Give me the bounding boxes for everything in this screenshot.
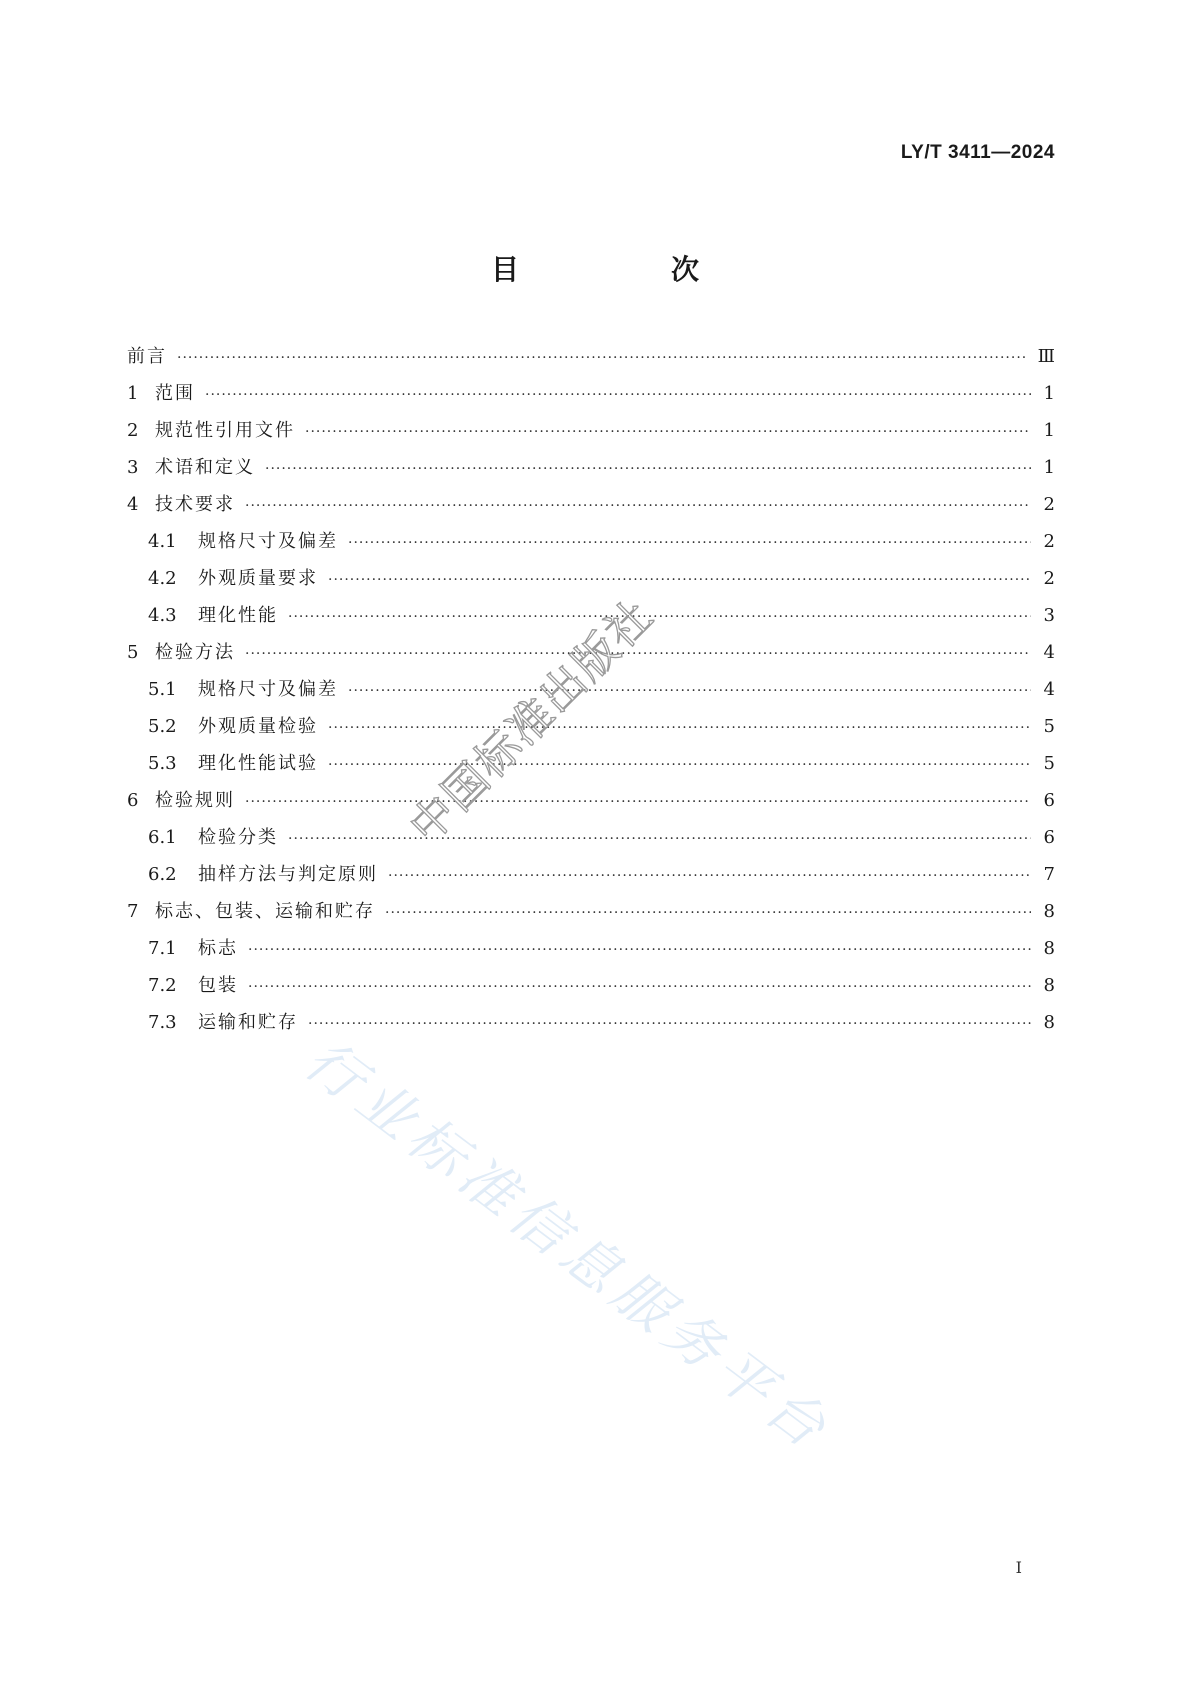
toc-entry-label: 外观质量要求 [198, 568, 318, 589]
toc-entry-number: 7.3 [148, 1012, 177, 1033]
toc-entry-page: 4 [1043, 679, 1055, 700]
toc-entry-number: 4 [127, 494, 139, 515]
toc-entry-label: 技术要求 [155, 494, 235, 515]
toc-entry-number: 5 [127, 642, 139, 663]
toc-entry[interactable] [127, 453, 1055, 490]
toc-entry[interactable] [127, 379, 1055, 416]
toc-entry-page: 1 [1043, 457, 1055, 478]
toc-entry-page: 3 [1043, 605, 1055, 626]
toc-entry-number: 6 [127, 790, 139, 811]
toc-entry-page: 6 [1043, 827, 1055, 848]
toc-entry[interactable] [127, 675, 1055, 712]
toc-entry-label: 检验方法 [155, 642, 235, 663]
toc-entry-label: 运输和贮存 [198, 1012, 298, 1033]
toc-entry-number: 4.1 [148, 531, 177, 552]
toc-entry-page: 2 [1043, 531, 1055, 552]
toc-entry[interactable] [127, 490, 1055, 527]
platform-watermark: 行业标准信息服务平台 [292, 1027, 843, 1465]
toc-entry-page: 5 [1043, 716, 1055, 737]
toc-entry[interactable] [127, 1008, 1055, 1045]
page-number: I [1015, 1558, 1022, 1577]
toc-entry-label: 外观质量检验 [198, 716, 318, 737]
toc-entry[interactable] [127, 601, 1055, 638]
toc-leader-dots [305, 424, 1031, 440]
toc-leader-dots [245, 794, 1031, 810]
toc-leader-dots [288, 609, 1031, 625]
toc-entry[interactable] [127, 749, 1055, 786]
toc-entry-label: 规格尺寸及偏差 [198, 531, 338, 552]
toc-entry-page: 1 [1043, 383, 1055, 404]
toc-entry-number: 5.1 [148, 679, 177, 700]
toc-entry[interactable] [127, 638, 1055, 675]
toc-entry-number: 7.2 [148, 975, 177, 996]
toc-leader-dots [245, 498, 1031, 514]
toc-leader-dots [265, 461, 1031, 477]
toc-leader-dots [388, 868, 1031, 884]
toc-entry-page: Ⅲ [1037, 346, 1055, 367]
toc-entry-page: 6 [1043, 790, 1055, 811]
toc-entry-label: 检验分类 [198, 827, 278, 848]
toc-entry-label: 前言 [127, 346, 167, 367]
toc-entry-number: 7 [127, 901, 139, 922]
toc-entry-label: 检验规则 [155, 790, 235, 811]
publisher-watermark: 中国标准出版社 [400, 589, 664, 854]
toc-entry[interactable] [127, 971, 1055, 1008]
toc-leader-dots [288, 831, 1031, 847]
toc-entry-label: 规格尺寸及偏差 [198, 679, 338, 700]
toc-entry-page: 5 [1043, 753, 1055, 774]
toc-leader-dots [328, 757, 1031, 773]
toc-entry-label: 标志、包装、运输和贮存 [155, 901, 375, 922]
toc-entry[interactable] [127, 527, 1055, 564]
toc-entry-number: 3 [127, 457, 139, 478]
toc-entry-label: 范围 [155, 383, 195, 404]
standard-code: LY/T 3411—2024 [900, 142, 1055, 163]
toc-entry[interactable] [127, 786, 1055, 823]
toc-entry-page: 8 [1043, 901, 1055, 922]
toc-leader-dots [328, 720, 1031, 736]
toc-leader-dots [248, 942, 1031, 958]
toc-entry-number: 4.2 [148, 568, 177, 589]
toc-entry-page: 8 [1043, 938, 1055, 959]
toc-entry[interactable] [127, 860, 1055, 897]
toc-leader-dots [177, 350, 1028, 366]
toc-entry-label: 理化性能试验 [198, 753, 318, 774]
toc-entry-page: 2 [1043, 568, 1055, 589]
toc-entry-label: 术语和定义 [155, 457, 255, 478]
table-of-contents [127, 342, 1055, 1045]
toc-entry-page: 8 [1043, 975, 1055, 996]
toc-entry-label: 规范性引用文件 [155, 420, 295, 441]
toc-entry[interactable] [127, 934, 1055, 971]
toc-leader-dots [308, 1016, 1031, 1032]
toc-entry-number: 2 [127, 420, 139, 441]
toc-entry-number: 4.3 [148, 605, 177, 626]
toc-entry-number: 7.1 [148, 938, 177, 959]
toc-entry[interactable] [127, 416, 1055, 453]
toc-entry-number: 6.2 [148, 864, 177, 885]
toc-entry-number: 6.1 [148, 827, 177, 848]
toc-leader-dots [348, 535, 1031, 551]
toc-leader-dots [245, 646, 1031, 662]
toc-entry-page: 7 [1043, 864, 1055, 885]
toc-entry-label: 标志 [198, 938, 238, 959]
toc-entry[interactable] [127, 897, 1055, 934]
toc-entry-page: 2 [1043, 494, 1055, 515]
toc-entry-label: 抽样方法与判定原则 [198, 864, 378, 885]
toc-leader-dots [328, 572, 1031, 588]
toc-entry[interactable] [127, 712, 1055, 749]
toc-entry-number: 5.2 [148, 716, 177, 737]
toc-leader-dots [385, 905, 1031, 921]
toc-entry-label: 包装 [198, 975, 238, 996]
toc-leader-dots [205, 387, 1031, 403]
toc-entry[interactable] [127, 342, 1055, 379]
toc-leader-dots [248, 979, 1031, 995]
toc-entry-label: 理化性能 [198, 605, 278, 626]
toc-entry-number: 1 [127, 383, 139, 404]
toc-entry-page: 1 [1043, 420, 1055, 441]
toc-entry[interactable] [127, 823, 1055, 860]
toc-entry[interactable] [127, 564, 1055, 601]
toc-leader-dots [348, 683, 1031, 699]
toc-entry-page: 4 [1043, 642, 1055, 663]
page-title: 目 次 [490, 253, 761, 286]
toc-entry-page: 8 [1043, 1012, 1055, 1033]
toc-entry-number: 5.3 [148, 753, 177, 774]
